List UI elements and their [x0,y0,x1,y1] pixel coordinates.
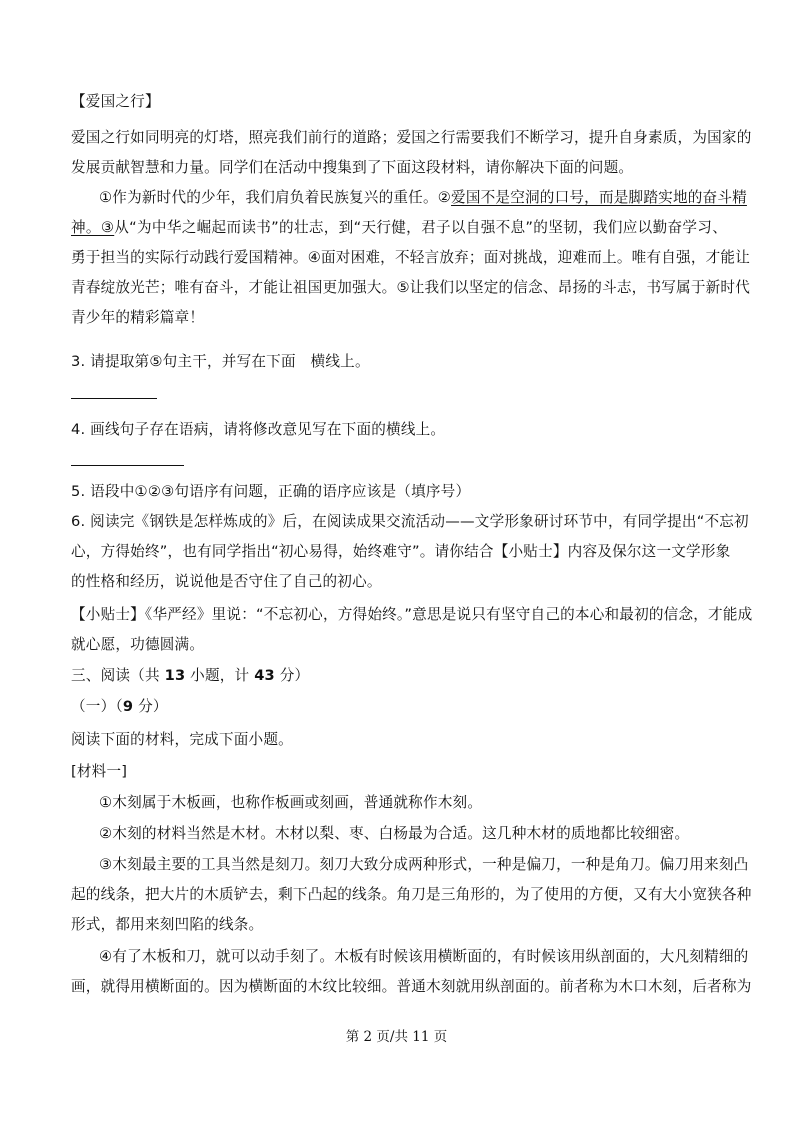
passage-line: 青春绽放光芒；唯有奋斗，才能让祖国更加强大。⑤让我们以坚定的信念、昂扬的斗志，书写属于新时代 [71,279,751,296]
passage-line [71,218,727,238]
question-6-line: 的性格和经历，说说他是否守住了自己的初心。 [71,573,382,590]
question-6-line: 6. 阅读完《钢铁是怎样炼成的》后，在阅读成果交流活动——文学形象研讨环节中，有同学提出“不忘初 [71,513,749,530]
question-4: 4. 画线句子存在语病，请将修改意见写在下面的横线上。 [71,421,446,438]
passage-line [99,188,747,208]
passage-line: 青少年的精彩篇章！ [71,309,205,326]
page-number: 第 2 页/共 11 页 [345,1029,448,1045]
material-paragraph-line: 起的线条，把大片的木质铲去，剩下凸起的线条。角刀是三角形的，为了使用的方便，又有大小宽狭各种 [71,886,752,903]
material-paragraph: ①木刻属于木板画，也称作板画或刻画，普通就称作木刻。 [99,794,483,811]
title-score: 43 [254,667,275,684]
passage-text: 从“为中华之崛起而读书”的壮志，到“天行健，君子以自强不息”的坚韧，我们应以勤奋学习、 [114,219,727,236]
underlined-sentence: 神。③ [71,219,115,236]
section-heading-patriotic: 【爱国之行】 [71,93,160,110]
subsection-title [71,697,727,717]
title-text: 三、阅读（共 [71,667,165,684]
intro-line: 发展贡献智慧和力量。同学们在活动中搜集到了下面这段材料，请你解决下面的问题。 [71,159,634,176]
material-paragraph-line: ③木刻最主要的工具当然是刻刀。刻刀大致分成两种形式，一种是偏刀，一种是角刀。偏刀用来刻凸 [99,856,749,873]
material-paragraph-line: 画，就得用横断面的。因为横断面的木纹比较细。普通木刻就用纵剖面的。前者称为木口木刻，后者称为 [71,978,752,995]
intro-line: 爱国之行如同明亮的灯塔，照亮我们前行的道路；爱国之行需要我们不断学习，提升自身素质，为国家的 [71,129,752,146]
section-title-reading [71,666,727,686]
answer-blank-q4[interactable] [71,465,184,466]
tip-line: 【小贴士】《华严经》里说：“不忘初心，方得始终。”意思是说只有坚守自己的本心和最初的信念，才能成 [71,606,753,623]
subsection-text: （一）（ [71,698,123,715]
subsection-text: 分） [133,698,168,715]
underlined-sentence: 爱国不是空洞的口号，而是脚踏实地的奋斗精 [451,189,747,206]
passage-text: ①作为新时代的少年，我们肩负着民族复兴的重任。② [99,189,452,206]
subsection-score: 9 [122,698,134,715]
material-paragraph: ②木刻的材料当然是木材。木材以梨、枣、白杨最为合适。这几种木材的质地都比较细密。 [99,825,690,842]
title-question-count: 13 [164,667,186,684]
question-6-line: 心，方得始终”，也有同学指出“初心易得，始终难守”。请你结合【小贴士】内容及保尔这一文学形象 [71,543,731,560]
tip-line: 就心愿，功德圆满。 [71,636,205,653]
question-5: 5. 语段中①②③句语序有问题，正确的语序应该是（填序号） [71,483,471,500]
reading-instruction: 阅读下面的材料，完成下面小题。 [71,731,293,748]
material-paragraph-line: ④有了木板和刀，就可以动手刻了。木板有时候该用横断面的，有时候该用纵剖面的，大凡刻精细的 [99,948,749,965]
material-label: [材料一] [71,763,128,780]
material-paragraph-line: 形式，都用来刻凹陷的线条。 [71,916,264,933]
question-3: 3. 请提取第⑤句主干，并写在下面 横线上。 [71,353,370,370]
title-text: 分） [274,667,310,684]
answer-blank-q3[interactable] [71,398,157,399]
passage-line: 勇于担当的实际行动践行爱国精神。④面对困难，不轻言放弃；面对挑战，迎难而上。唯有自强，才能让 [71,249,751,266]
title-text: 小题，计 [185,667,255,684]
